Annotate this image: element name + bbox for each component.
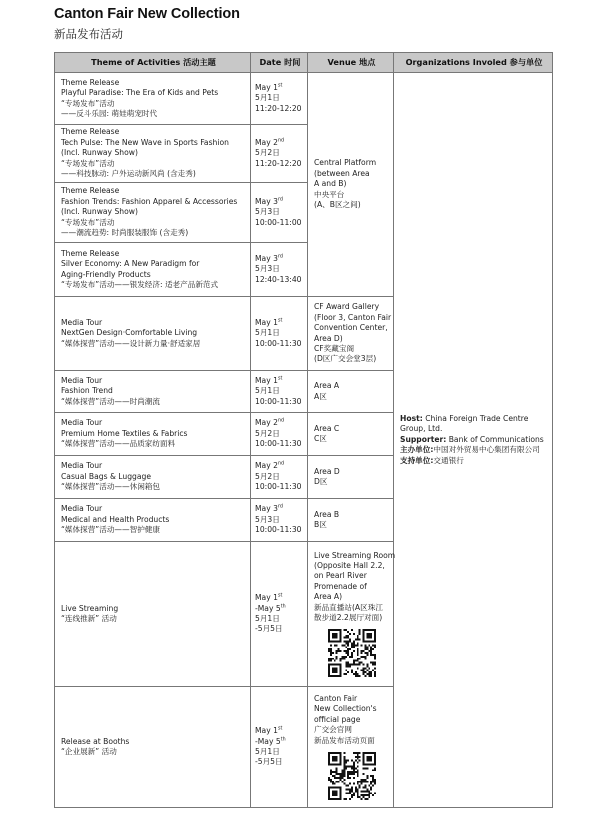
theme-line: Fashion Trends: Fashion Apparel & Accessories — [61, 196, 238, 206]
theme-line: “媒体探营”活动——设计新力量·舒适家居 — [61, 338, 201, 348]
header-theme: Theme of Activities 活动主题 — [55, 53, 251, 73]
theme-line: (Incl. Runway Show) — [61, 207, 138, 217]
theme-line: “专场发布”活动 — [61, 98, 115, 108]
date-en: May 3rd — [255, 253, 283, 263]
date-time: 11:20-12:20 — [255, 103, 302, 113]
venue-line: C区 — [314, 434, 327, 443]
theme-cell — [55, 243, 251, 297]
theme-line: “连线推新” 活动 — [61, 614, 117, 623]
date-cn-end: -5月5日 — [255, 624, 283, 634]
date-cell — [251, 297, 308, 371]
venue-line: D区 — [314, 477, 328, 486]
theme-line: “专场发布”活动 — [61, 217, 115, 227]
header-organizations: Organizations Involed 参与单位 — [394, 53, 553, 73]
date-time: 10:00-11:00 — [255, 217, 302, 227]
theme-line: Aging-Friendly Products — [61, 269, 151, 279]
date-en: May 1st — [255, 726, 283, 736]
theme-line: Casual Bags & Luggage — [61, 471, 151, 481]
date-cn: 5月3日 — [255, 207, 280, 217]
venue-line: (between Area — [314, 168, 370, 178]
theme-line: Medical and Health Products — [61, 514, 170, 524]
venue-cell-central — [308, 73, 394, 297]
date-en: May 2nd — [255, 137, 285, 147]
theme-line: Release at Booths — [61, 736, 130, 746]
schedule-table — [54, 52, 553, 808]
theme-line: Theme Release — [61, 77, 120, 87]
venue-line: Area D — [314, 466, 340, 476]
theme-line: Theme Release — [61, 248, 120, 258]
date-cn: 5月3日 — [255, 264, 280, 274]
theme-line: Premium Home Textiles & Fabrics — [61, 428, 188, 438]
date-cn: 5月1日 — [255, 614, 280, 623]
venue-cell-area-b — [308, 499, 394, 542]
date-time: 10:00-11:30 — [255, 439, 302, 449]
venue-cell-live — [308, 542, 394, 687]
theme-line: “媒体探营”活动——休闲箱包 — [61, 482, 160, 492]
venue-cell-area-a — [308, 371, 394, 413]
date-cell — [251, 687, 308, 808]
header-venue: Venue 地点 — [308, 53, 394, 73]
header-date: Date 时间 — [251, 53, 308, 73]
date-time: 10:00-11:30 — [255, 396, 302, 406]
venue-line: Area C — [314, 423, 340, 433]
venue-line: 新品发布活动页面 — [314, 735, 375, 745]
date-en: May 2nd — [255, 461, 285, 471]
date-time: 11:20-12:20 — [255, 158, 302, 168]
date-en: May 3rd — [255, 196, 283, 206]
date-en: May 1st — [255, 375, 283, 385]
theme-line: ——潮流趋势: 时尚服装服饰 (含走秀) — [61, 228, 189, 238]
theme-cell — [55, 413, 251, 456]
qr-code-icon[interactable] — [328, 752, 376, 800]
theme-line: Tech Pulse: The New Wave in Sports Fashion — [61, 137, 229, 147]
venue-line: on Pearl River — [314, 571, 367, 581]
host-cn-line: 主办单位:中国对外贸易中心集团有限公司 — [400, 445, 540, 455]
organizations-cell — [394, 73, 553, 808]
date-cn: 5月2日 — [255, 428, 280, 438]
date-cn: 5月1日 — [255, 747, 280, 756]
venue-line: Convention Center, — [314, 323, 388, 333]
theme-line: “媒体探营”活动——品质家纺面料 — [61, 439, 176, 449]
theme-cell — [55, 542, 251, 687]
theme-line: “专场发布”活动 — [61, 158, 115, 168]
theme-line: ——反斗乐园: 萌娃萌宠时代 — [61, 108, 158, 118]
date-en-end: -May 5th — [255, 736, 286, 746]
venue-line: 散步道2.2展厅对面) — [314, 613, 383, 623]
theme-line: Playful Paradise: The Era of Kids and Pets — [61, 88, 219, 98]
venue-line: (Opposite Hall 2.2, — [314, 560, 385, 570]
date-time: 12:40-13:40 — [255, 274, 302, 284]
theme-line: “专场发布”活动——银发经济: 适老产品新范式 — [61, 279, 219, 289]
supporter-line: Supporter: Bank of Communications — [400, 434, 544, 444]
venue-line: New Collection's — [314, 704, 377, 714]
table-header-row — [55, 53, 553, 73]
date-cell — [251, 371, 308, 413]
date-time: 10:00-11:30 — [255, 338, 302, 348]
venue-line: Area A — [314, 381, 340, 391]
date-en: May 3rd — [255, 504, 283, 514]
date-cn: 5月2日 — [255, 148, 280, 158]
date-cn: 5月2日 — [255, 471, 280, 481]
venue-line: Live Streaming Room — [314, 550, 396, 560]
venue-cell-booth — [308, 687, 394, 808]
date-time: 10:00-11:30 — [255, 482, 302, 492]
date-cell — [251, 243, 308, 297]
date-cn: 5月1日 — [255, 93, 280, 103]
venue-cell-area-c — [308, 413, 394, 456]
venue-line: Area A) — [314, 592, 343, 602]
theme-line: NextGen Design·Comfortable Living — [61, 328, 198, 338]
date-cell — [251, 499, 308, 542]
date-cell — [251, 125, 308, 183]
date-time: 10:00-11:30 — [255, 525, 302, 535]
theme-line: Live Streaming — [61, 603, 119, 613]
theme-cell — [55, 456, 251, 499]
theme-line: Media Tour — [61, 375, 103, 385]
date-en-end: -May 5th — [255, 603, 286, 613]
theme-line: “媒体探营”活动——时尚潮流 — [61, 396, 160, 406]
date-en: May 1st — [255, 593, 283, 603]
theme-line: Media Tour — [61, 418, 103, 428]
venue-line: CF Award Gallery — [314, 302, 380, 312]
date-cell — [251, 73, 308, 125]
date-cn: 5月3日 — [255, 514, 280, 524]
venue-cell-area-d — [308, 456, 394, 499]
venue-line: (D区广交会堂3层) — [314, 354, 377, 364]
date-cell — [251, 413, 308, 456]
theme-line: “企业展新” 活动 — [61, 747, 117, 756]
page-title: Canton Fair New Collection — [54, 6, 240, 22]
venue-line: Canton Fair — [314, 693, 358, 703]
theme-line: Media Tour — [61, 317, 103, 327]
venue-line: (A、B区之间) — [314, 200, 361, 210]
venue-line: B区 — [314, 520, 327, 529]
theme-line: Media Tour — [61, 461, 103, 471]
table-row — [55, 73, 553, 125]
date-cn: 5月1日 — [255, 386, 280, 396]
venue-cell-gallery — [308, 297, 394, 371]
venue-line: Area D) — [314, 333, 343, 343]
theme-line: Media Tour — [61, 504, 103, 514]
date-en: May 1st — [255, 82, 283, 92]
theme-cell — [55, 297, 251, 371]
theme-line: Theme Release — [61, 186, 120, 196]
theme-cell — [55, 183, 251, 243]
venue-line: Promenade of — [314, 581, 367, 591]
theme-cell — [55, 687, 251, 808]
qr-code-icon[interactable] — [328, 629, 376, 677]
theme-line: “媒体探营”活动——智护健康 — [61, 525, 160, 535]
date-en: May 1st — [255, 317, 283, 327]
date-cn: 5月1日 — [255, 328, 280, 338]
date-cn-end: -5月5日 — [255, 757, 283, 767]
host-line: Host: China Foreign Trade Centre Group, Ltd. — [400, 413, 529, 434]
theme-line: (Incl. Runway Show) — [61, 148, 138, 158]
venue-line: 广交会官网 — [314, 725, 352, 735]
venue-line: 新品直播站(A区珠江 — [314, 602, 383, 612]
theme-line: Fashion Trend — [61, 386, 113, 396]
venue-line: Area B — [314, 509, 340, 519]
page-subtitle: 新品发布活动 — [54, 27, 123, 41]
venue-line: A区 — [314, 391, 327, 401]
theme-cell — [55, 125, 251, 183]
theme-line: Silver Economy: A New Paradigm for — [61, 259, 200, 269]
venue-line: A and B) — [314, 179, 347, 189]
date-cell — [251, 456, 308, 499]
venue-line: 中央平台 — [314, 189, 345, 199]
venue-line: (Floor 3, Canton Fair — [314, 312, 392, 322]
date-cell — [251, 542, 308, 687]
theme-cell — [55, 73, 251, 125]
theme-line: ——科技脉动: 户外运动新风尚 (含走秀) — [61, 169, 196, 179]
date-en: May 2nd — [255, 418, 285, 428]
venue-line: CF奖藏宝阁 — [314, 343, 355, 353]
theme-line: Theme Release — [61, 127, 120, 137]
date-cell — [251, 183, 308, 243]
venue-line: official page — [314, 714, 361, 724]
supporter-cn-line: 支持单位:交通银行 — [400, 455, 464, 465]
venue-line: Central Platform — [314, 158, 377, 168]
theme-cell — [55, 499, 251, 542]
theme-cell — [55, 371, 251, 413]
